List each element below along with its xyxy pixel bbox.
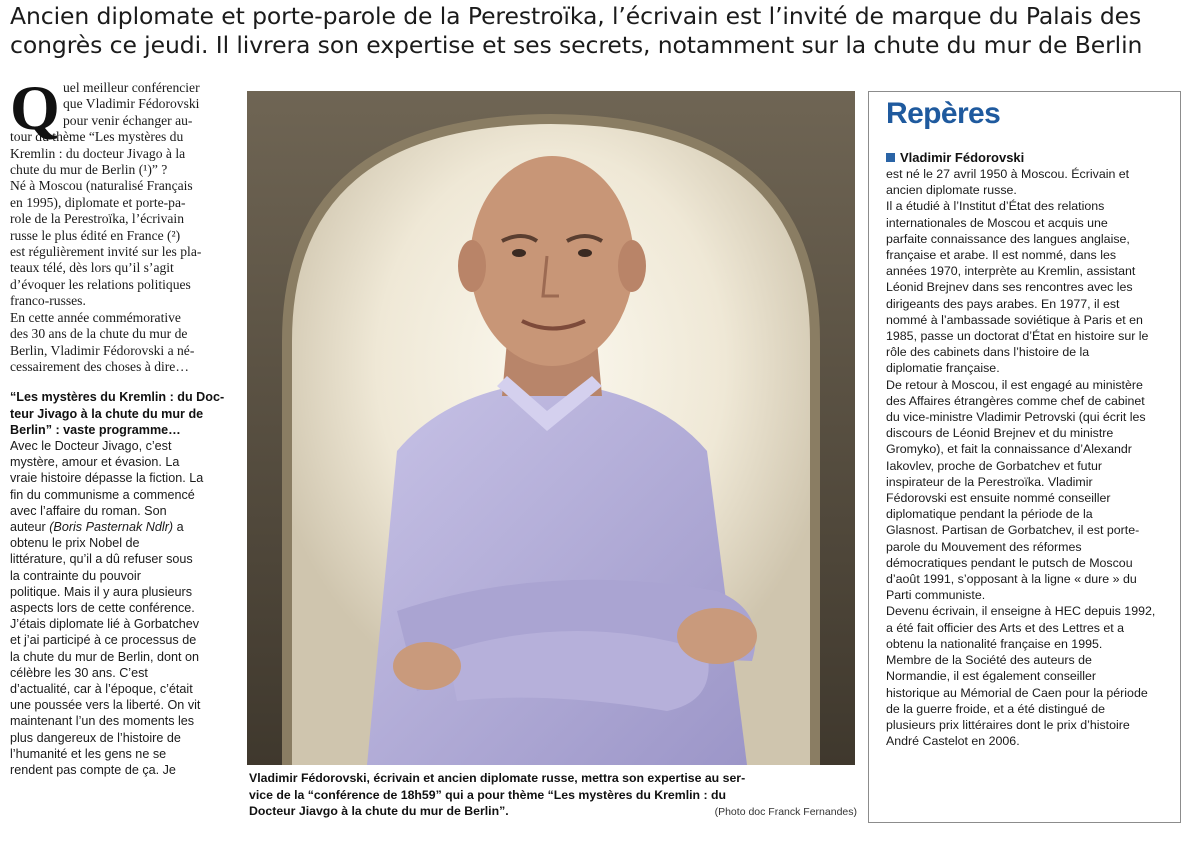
answer-text: a: [173, 519, 184, 534]
interview-question: [10, 389, 232, 438]
answer-line: la contrainte du pouvoir: [10, 568, 141, 583]
reperes-line: ancien diplomate russe.: [886, 183, 1017, 198]
intro-line: cessairement des choses à dire…: [10, 358, 189, 374]
reperes-line: parole du Mouvement des réformes: [886, 539, 1082, 554]
reperes-line: Léonid Brejnev dans ses rencontres avec les: [886, 280, 1133, 295]
answer-line: littérature, qu’il a dû refuser sous: [10, 552, 193, 567]
intro-line: d’évoquer les relations politiques: [10, 276, 191, 292]
reperes-line: Fédorovski est ensuite nommé conseiller: [886, 491, 1111, 506]
reperes-line: Iakovlev, proche de Gorbatchev et futur: [886, 458, 1103, 473]
editor-note: (Boris Pasternak Ndlr): [49, 519, 174, 534]
caption-line: vice de la “conférence de 18h59” qui a pour thème “Les mystères du Kremlin : du: [249, 787, 726, 802]
headline-line-1: Ancien diplomate et porte-parole de la Perestroïka, l’écrivain est l’invité de marque du Palais des: [10, 2, 1142, 30]
reperes-line: diplomatie française.: [886, 361, 1000, 376]
intro-line: russe le plus édité en France (²): [10, 227, 181, 243]
intro-line: tour du thème “Les mystères du: [10, 129, 184, 145]
reperes-line: Gromyko), et fait la connaissance d’Alexandr: [886, 442, 1132, 457]
reperes-line: années 1970, interprète au Kremlin, assistant: [886, 264, 1136, 279]
reperes-line: Parti communiste.: [886, 588, 986, 603]
portrait-photo: [247, 91, 855, 765]
answer-line: la chute du mur de Berlin, dont on: [10, 649, 200, 664]
reperes-line: obtenu la nationalité française en 1995.: [886, 636, 1103, 651]
intro-line: role de la Perestroïka, l’écrivain: [10, 211, 184, 227]
caption-line: Vladimir Fédorovski, écrivain et ancien diplomate russe, mettra son expertise au ser-: [249, 771, 746, 785]
reperes-line: plusieurs prix littéraires dont le prix d’histoire: [886, 717, 1130, 732]
intro-line: uel meilleur conférencier: [63, 80, 200, 95]
reperes-line: Il a étudié à l’Institut d’État des relations: [886, 199, 1105, 214]
photo-caption: [249, 770, 857, 820]
intro-line: en 1995), diplomate et porte-pa-: [10, 194, 186, 210]
intro-line: est régulièrement invité sur les pla-: [10, 244, 202, 260]
answer-text: auteur: [10, 519, 50, 534]
reperes-line: de la guerre froide, et a été distingué de: [886, 701, 1106, 716]
interview-column: [10, 72, 232, 778]
answer-line: politique. Mais il y aura plusieurs: [10, 584, 192, 599]
reperes-line: démocratiques pendant le putsch de Moscou: [886, 555, 1133, 570]
answer-line-with-note: [10, 519, 232, 535]
answer-line: vraie histoire dépasse la fiction. La: [10, 471, 204, 486]
reperes-line: Membre de la Société des auteurs de: [886, 653, 1092, 668]
reperes-line: discours de Léonid Brejnev et du ministre: [886, 426, 1114, 441]
answer-line: célèbre les 30 ans. C’est: [10, 665, 148, 680]
intro-line: teaux télé, dès lors qu’il s’agit: [10, 260, 174, 276]
reperes-line: des Affaires étrangères comme chef de cabinet: [886, 393, 1145, 408]
answer-line: fin du communisme a commencé: [10, 487, 195, 502]
intro-line: que Vladimir Fédorovski: [63, 96, 200, 112]
answer-line: avec l’affaire du roman. Son: [10, 503, 167, 518]
answer-line: Avec le Docteur Jivago, c’est: [10, 438, 172, 453]
headline-line-2: congrès ce jeudi. Il livrera son expertise et ses secrets, notamment sur la chute du mur de Berlin: [10, 31, 1143, 59]
intro-line: pour venir échanger au-: [63, 112, 193, 128]
reperes-line: De retour à Moscou, il est engagé au ministère: [886, 377, 1143, 392]
answer-line: d’actualité, car à l’époque, c’était: [10, 681, 193, 696]
reperes-name: Vladimir Fédorovski: [900, 150, 1025, 165]
reperes-line: Normandie, il est également conseiller: [886, 669, 1097, 684]
reperes-body: [886, 166, 1180, 749]
reperes-line: inspirateur de la Perestroïka. Vladimir: [886, 474, 1093, 489]
headline: [10, 2, 1190, 60]
square-bullet-icon: [886, 153, 895, 162]
answer-line: une poussée vers la liberté. On vit: [10, 698, 201, 713]
intro-line: franco-russes.: [10, 293, 86, 309]
reperes-box: [868, 91, 1181, 823]
reperes-line: Devenu écrivain, il enseigne à HEC depuis 1992,: [886, 604, 1156, 619]
reperes-line: diplomatique pendant la période de la: [886, 507, 1093, 522]
reperes-line: est né le 27 avril 1950 à Moscou. Écrivain et: [886, 167, 1130, 181]
intro-line: En cette année commémorative: [10, 309, 181, 325]
portrait-illustration: [247, 91, 855, 765]
caption-line: Docteur Jiavgo à la chute du mur de Berlin”.: [249, 804, 509, 819]
intro-line: chute du mur de Berlin (¹)” ?: [10, 162, 168, 178]
reperes-line: d’août 1991, s’opposant à la ligne « dure » du: [886, 572, 1137, 587]
reperes-line: nommé à l’ambassade soviétique à Paris et en: [886, 312, 1143, 327]
intro-line: Berlin, Vladimir Fédorovski a né-: [10, 342, 195, 358]
reperes-subject: [886, 150, 1180, 166]
answer-line: l’humanité et les gens ne se: [10, 746, 167, 761]
reperes-line: a été fait officier des Arts et des Lettres et a: [886, 620, 1125, 635]
intro-line: Né à Moscou (naturalisé Français: [10, 178, 193, 194]
photo-credit: (Photo doc Franck Fernandes): [714, 806, 857, 819]
drop-cap: Q: [10, 72, 60, 143]
intro-line: des 30 ans de la chute du mur de: [10, 326, 188, 342]
answer-line: plus dangereux de l’histoire de: [10, 730, 181, 745]
answer-line: aspects lors de cette conférence.: [10, 600, 195, 615]
interview-answer: [10, 438, 232, 778]
answer-line: J’étais diplomate lié à Gorbatchev: [10, 617, 200, 632]
reperes-title: Repères: [886, 97, 1001, 130]
reperes-line: Glasnost. Partisan de Gorbatchev, il est porte-: [886, 523, 1140, 538]
reperes-line: 1985, passe un doctorat d’État en histoire sur le: [886, 329, 1149, 344]
question-line: “Les mystères du Kremlin : du Doc-: [10, 390, 225, 405]
question-line: teur Jivago à la chute du mur de: [10, 406, 204, 421]
reperes-line: parfaite connaissance des langues anglaise,: [886, 231, 1130, 246]
answer-line: maintenant l’un des moments les: [10, 714, 195, 729]
reperes-line: du vice-ministre Vladimir Petrovski (qui écrit les: [886, 410, 1146, 425]
answer-line: et j’ai participé à ce processus de: [10, 633, 197, 648]
answer-line: rendent pas compte de ça. Je: [10, 762, 176, 777]
answer-line: obtenu le prix Nobel de: [10, 536, 140, 551]
reperes-line: André Castelot en 2006.: [886, 734, 1020, 749]
answer-line: mystère, amour et évasion. La: [10, 455, 180, 470]
reperes-line: historique au Mémorial de Caen pour la période: [886, 685, 1148, 700]
reperes-line: rôle des cabinets dans l’histoire de la: [886, 345, 1090, 360]
reperes-line: française et arabe. Il est nommé, dans les: [886, 248, 1117, 263]
intro-line: Kremlin : du docteur Jivago à la: [10, 145, 186, 161]
reperes-line: dirigeants des pays arabes. En 1977, il est: [886, 296, 1120, 311]
reperes-line: internationales de Moscou et acquis une: [886, 215, 1108, 230]
question-line: Berlin” : vaste programme…: [10, 422, 181, 437]
